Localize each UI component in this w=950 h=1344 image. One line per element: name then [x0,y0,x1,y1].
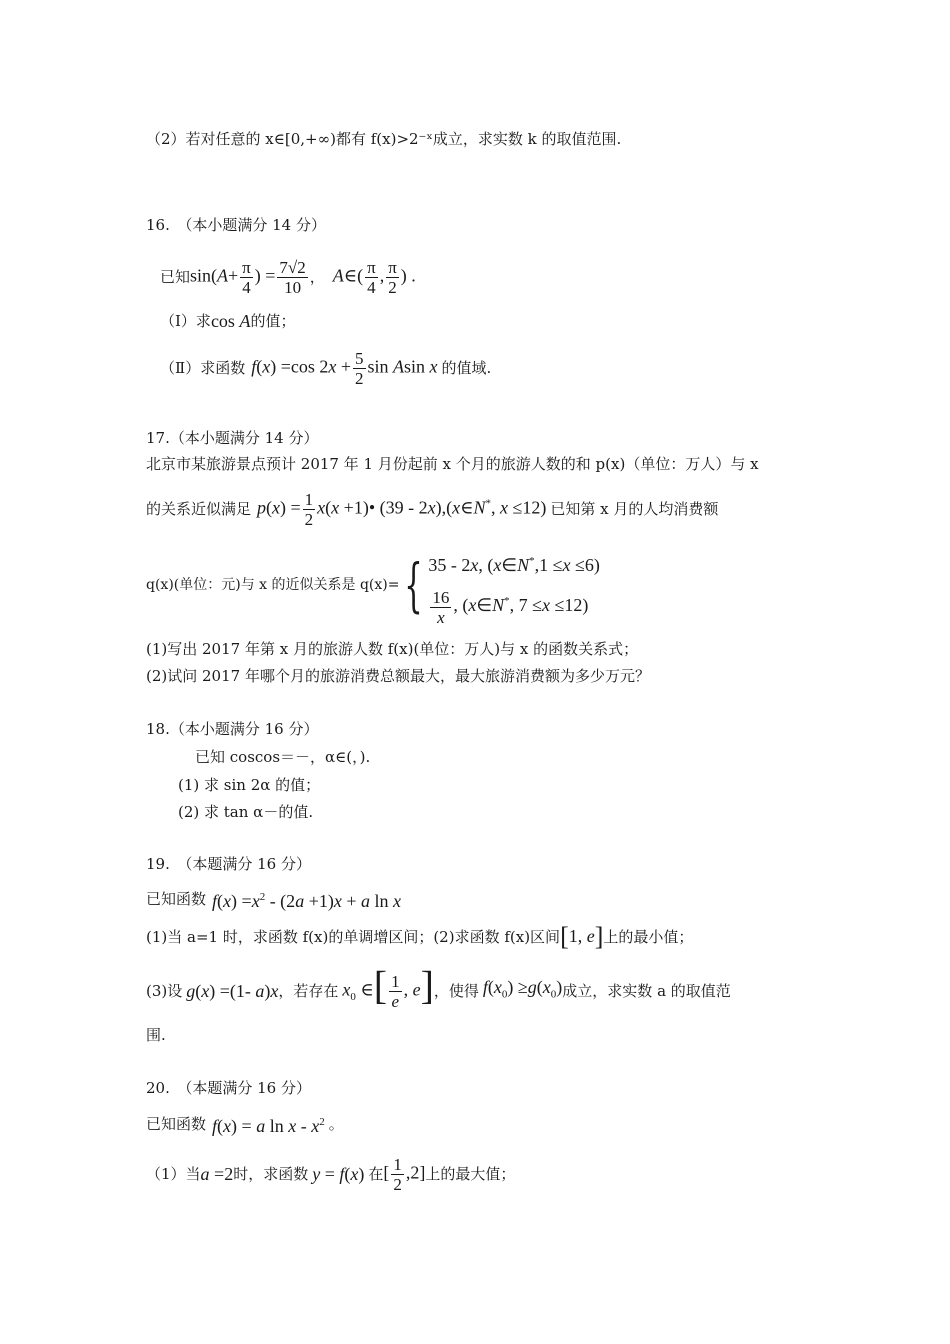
q19-part1-2-suffix: 上的最小值； [603,927,694,946]
q17-line2-prefix: 的关系近似满足 [146,500,252,518]
q16-part2 [160,345,810,391]
q19-given [146,886,810,912]
q17-line3 [146,545,810,625]
q19-part3-end: 围. [146,1026,166,1044]
q18-given: 已知 coscos＝－，α∈(，). [195,748,371,766]
q20-given-formula: f(x) = a ln x - $x^2$ [212,1116,325,1136]
q19-interval: [1, e] [560,922,604,951]
q19-inequality: $f(x_0) \ge g(x_0)$ [482,977,563,1001]
q16-given-range: A∈( $\frac{\pi}{4}$ , $\frac{\pi}{2}$ ) . [332,257,416,297]
q17-case1: 35 - 2x, (x∈N*,1 ≤x ≤6) [428,555,600,576]
q19-given-prefix: 已知函数 [146,890,207,908]
q19-g-formula: g(x) =(1- a)x [186,981,279,1001]
q19-heading: 19. （本题满分 16 分） [146,855,311,873]
q16-given-sep: ， [309,268,325,286]
q20-heading: 20. （本题满分 16 分） [146,1079,311,1097]
q16-part1 [160,310,810,332]
q16-part2-suffix: 的值域. [441,359,492,377]
q17-piecewise [399,543,599,626]
q17-part2: (2)试问 2017 年哪个月的旅游消费总额最大，最大旅游消费额为多少万元？ [146,667,650,685]
q19-part3-prefix: (3)设 [146,982,183,1000]
q16-part2-formula: f(x) =cos 2x + $\frac{5}{2}$ sin Asin x [251,348,438,388]
q16-heading: 16. （本小题满分 14 分） [146,216,326,234]
q17-case2: $\frac{16}{x}$ , (x∈N*, 7 ≤x ≤12) [432,587,589,627]
q20-part1-mid2: 在 [368,1165,384,1183]
q16-part1-prefix: （Ⅰ）求 [160,312,211,330]
q19-part3-mid1: ，若存在 [278,982,339,1000]
q18-part1: (1) 求 sin 2α 的值； [178,776,321,794]
q18-part2: (2) 求 tan α－的值. [178,803,314,821]
q20-part1-mid1: 时，求函数 [233,1165,309,1183]
q20-part1 [146,1150,810,1198]
q19-given-formula: $f(x) =x^2 - (2a +1)x + a$ ln x [212,891,402,911]
q20-given-prefix: 已知函数 [146,1115,207,1133]
q20-y-formula: y = f(x) [312,1164,365,1184]
q17-line1: 北京市某旅游景点预计 2017 年 1 月份起前 x 个月的旅游人数的和 p(x)（单位：万人）与 x [146,455,759,473]
q20-interval: [ $\frac{1}{2}$ ,2] [383,1154,426,1194]
q19-part3 [146,962,810,1016]
q16-part1-suffix: 的值； [250,312,296,330]
q16-given-formula: sin(A+ $\frac{\pi}{4}$ ) = $\frac{7√2}{10}$ [190,257,306,297]
q19-part1-2 [146,922,810,951]
q19-part1-2-prefix: (1)当 a=1 时，求函数 f(x)的单调增区间；(2)求函数 f(x)区间 [146,927,561,946]
q17-line2 [146,486,810,532]
q17-line2-suffix: 已知第 x 月的人均消费额 [550,500,719,518]
q19-x0-range: $x_0$ ∈[ $\frac{1}{e}$ , e] [342,962,434,1011]
q17-line3-prefix: q(x)(单位：元)与 x 的近似关系是 q(x)= [146,577,400,593]
prev-part2: （2）若对任意的 x∈[0,+∞)都有 f(x)>2⁻ˣ成立，求实数 k 的取值范围. [146,130,622,148]
q16-part1-formula: cos A [210,311,251,331]
q20-part1-prefix: （1）当 [146,1165,201,1183]
q18-heading: 18.（本小题满分 16 分） [146,720,319,738]
q20-given [146,1111,810,1137]
q20-part1-suffix: 上的最大值； [425,1165,516,1183]
left-brace-icon: { [404,551,424,619]
q16-given [160,252,810,302]
q19-part3-mid2: ，使得 [433,982,479,1000]
q17-part1: (1)写出 2017 年第 x 月的旅游人数 f(x)(单位：万人)与 x 的函数关系式； [146,640,639,658]
q20-given-suffix: 。 [328,1115,344,1133]
q16-part2-prefix: （Ⅱ）求函数 [160,359,246,377]
q17-line2-formula: p(x) = $\frac{1}{2}$ x(x +1)• (39 - 2x),(x∈N*, x ≤12) [257,489,547,529]
q20-a-value: a =2 [200,1164,234,1184]
q17-heading: 17.（本小题满分 14 分） [146,429,319,447]
q19-part3-suffix: 成立，求实数 a 的取值范 [562,982,731,1000]
q16-given-prefix: 已知 [160,268,191,286]
